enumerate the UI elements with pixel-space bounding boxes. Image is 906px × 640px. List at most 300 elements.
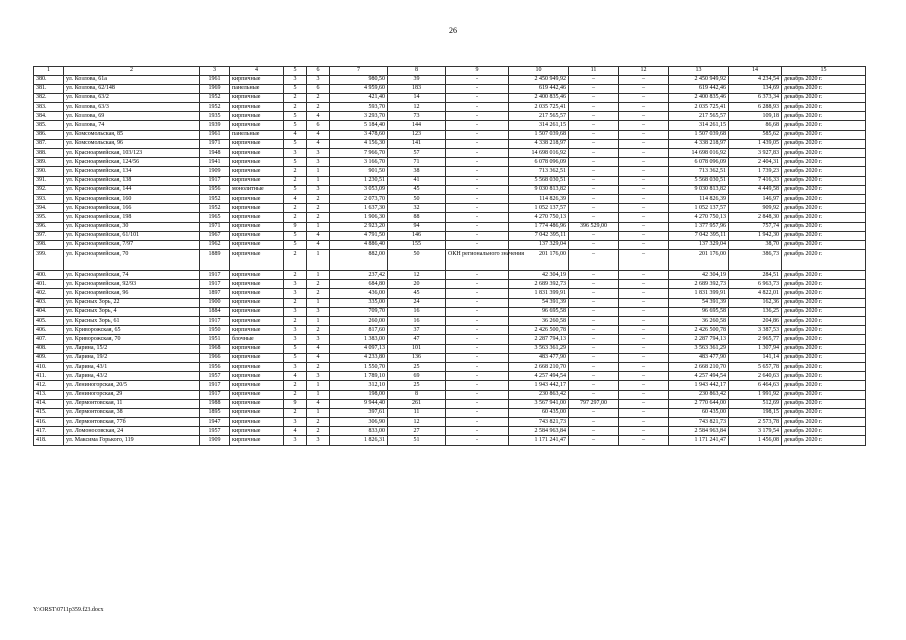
table-row [34,240,866,249]
table-cell: 155 [388,240,446,249]
table-cell: декабрь 2020 г. [782,280,866,289]
table-cell: 7 416,33 [729,176,782,185]
table-cell: 114 826,39 [669,194,729,203]
table-cell: – [619,344,669,353]
table-cell: панельные [230,84,284,93]
table-cell: декабрь 2020 г. [782,289,866,298]
table-cell: 4 [307,399,330,408]
table-cell: кирпичные [230,418,284,427]
table-cell: 9 [284,222,307,231]
table-cell: 27 [388,427,446,436]
table-cell: 6 963,73 [729,280,782,289]
table-cell: 3 166,70 [330,158,388,167]
table-cell: 381. [34,84,64,93]
table-cell: 5 [284,84,307,93]
table-cell: 2 [284,103,307,112]
table-cell: 2 584 963,84 [509,427,569,436]
table-cell: - [446,204,509,213]
table-cell: 410. [34,362,64,371]
table-row [34,250,866,271]
table-cell: 404. [34,307,64,316]
table-cell: ул. Красных Зорь, 4 [64,307,200,316]
table-cell: 39 [388,75,446,84]
table-cell: 1 456,08 [729,436,782,445]
table-cell: декабрь 2020 г. [782,335,866,344]
table-cell: 9 030 813,82 [669,185,729,194]
table-cell: кирпичные [230,362,284,371]
table-cell: кирпичные [230,427,284,436]
table-cell: - [446,390,509,399]
table-cell: 1971 [200,139,230,148]
table-row [34,103,866,112]
table-cell: 797 297,00 [569,399,619,408]
table-cell: 1956 [200,185,230,194]
table-cell: 2 073,70 [330,194,388,203]
table-cell: 483 477,90 [509,353,569,362]
table-cell: 136,25 [729,307,782,316]
table-cell: 483 477,90 [669,353,729,362]
table-cell: 3 [307,372,330,381]
table-cell: 4 822,01 [729,289,782,298]
table-cell: декабрь 2020 г. [782,149,866,158]
table-cell: 2 [307,213,330,222]
table-cell: 4 [284,372,307,381]
table-cell: ул. Красноармейская, 160 [64,194,200,203]
table-cell: – [619,353,669,362]
table-cell: 412. [34,381,64,390]
table-row [34,353,866,362]
table-cell: – [619,427,669,436]
table-cell: 2 965,77 [729,335,782,344]
table-cell: - [446,326,509,335]
table-cell: 14 698 016,92 [509,149,569,158]
table-cell: 1917 [200,317,230,326]
table-cell: 1 826,31 [330,436,388,445]
table-cell: 198,00 [330,390,388,399]
table-row [34,289,866,298]
table-cell: ул. Криворожская, 65 [64,326,200,335]
table-cell: кирпичные [230,344,284,353]
table-cell: кирпичные [230,390,284,399]
table-cell: 2 [284,298,307,307]
table-cell: 25 [388,362,446,371]
table-cell: 4 [307,139,330,148]
table-row [34,418,866,427]
table-cell: 36 260,58 [669,317,729,326]
table-cell: кирпичные [230,326,284,335]
table-cell: 392. [34,185,64,194]
table-cell: 114 826,39 [509,194,569,203]
table-cell: 7 966,70 [330,149,388,158]
table-cell: 5 [284,121,307,130]
table-cell: 4 449,58 [729,185,782,194]
table-cell: декабрь 2020 г. [782,326,866,335]
table-cell: 5 [284,139,307,148]
table-cell: 396 529,00 [569,222,619,231]
table-cell: 42 304,19 [669,271,729,280]
table-cell: 4 338 218,97 [509,139,569,148]
table-cell: - [446,231,509,240]
table-cell: - [446,436,509,445]
table-cell: 261 [388,399,446,408]
table-cell: 4 257 494,54 [669,372,729,381]
table-row [34,326,866,335]
table-cell: 1917 [200,280,230,289]
table-cell: 32 [388,204,446,213]
column-number-header: 9 [446,67,509,76]
column-number-header: 8 [388,67,446,76]
column-number-header: 7 [330,67,388,76]
table-cell: – [569,167,619,176]
table-cell: 1952 [200,93,230,102]
table-cell: декабрь 2020 г. [782,408,866,417]
table-cell: – [619,103,669,112]
table-cell: 382. [34,93,64,102]
table-cell: 2 450 949,92 [509,75,569,84]
table-cell: 396. [34,222,64,231]
table-cell: 237,42 [330,271,388,280]
table-cell: 201 176,00 [509,250,569,271]
table-cell: 2 [284,204,307,213]
table-cell: 16 [388,317,446,326]
table-cell: 1948 [200,149,230,158]
table-cell: ул. Комсомольская, 85 [64,130,200,139]
table-cell: декабрь 2020 г. [782,222,866,231]
table-cell: 36 260,58 [509,317,569,326]
table-cell: 1 774 486,96 [509,222,569,231]
table-cell: ул. Козлова, 74 [64,121,200,130]
table-cell: ул. Ларина, 19/2 [64,353,200,362]
table-cell: кирпичные [230,250,284,271]
table-cell: – [569,372,619,381]
table-cell: 512,69 [729,399,782,408]
table-cell: - [446,362,509,371]
table-cell: ул. Красноармейская, 61/101 [64,231,200,240]
table-cell: – [619,176,669,185]
table-cell: 385. [34,121,64,130]
table-cell: – [619,213,669,222]
table-cell: 306,90 [330,418,388,427]
table-cell: – [619,408,669,417]
table-cell: - [446,185,509,194]
table-cell: 146 [388,231,446,240]
table-cell: – [619,240,669,249]
table-cell: 585,62 [729,130,782,139]
table-row [34,317,866,326]
table-cell: 4 [307,231,330,240]
table-cell: 5 [284,112,307,121]
table-cell: – [619,326,669,335]
table-cell: 3 053,09 [330,185,388,194]
table-cell: – [569,436,619,445]
table-cell: 5 [284,185,307,194]
table-cell: декабрь 2020 г. [782,271,866,280]
table-cell: 1 [307,167,330,176]
table-cell: 1956 [200,362,230,371]
table-cell: 96 695,58 [669,307,729,316]
table-cell: 3 293,70 [330,112,388,121]
table-cell: 2 035 725,41 [509,103,569,112]
table-cell: кирпичные [230,381,284,390]
table-cell: 397,61 [330,408,388,417]
table-cell: 1 307,94 [729,344,782,353]
table-cell: 3 [284,335,307,344]
footer-file-path: Y:\ORST\0711p359.f23.docx [33,607,104,613]
table-cell: 413. [34,390,64,399]
table-cell: 4 [307,240,330,249]
table-cell: 50 [388,194,446,203]
table-cell: ул. Максима Горького, 119 [64,436,200,445]
table-cell: 1965 [200,213,230,222]
table-cell: 1971 [200,222,230,231]
table-cell: 384. [34,112,64,121]
table-cell: 134,69 [729,84,782,93]
table-cell: 2 689 392,73 [669,280,729,289]
table-cell: 684,80 [330,280,388,289]
table-cell: – [619,185,669,194]
table-cell: - [446,130,509,139]
table-cell: 1968 [200,344,230,353]
table-cell: декабрь 2020 г. [782,112,866,121]
table-cell: ул. Красноармейская, 74 [64,271,200,280]
table-row [34,408,866,417]
table-cell: 69 [388,372,446,381]
table-cell: 314 261,15 [509,121,569,130]
table-cell: ул. Козлова, 63/2 [64,93,200,102]
table-cell: 386,73 [729,250,782,271]
table-cell: – [619,399,669,408]
table-cell: - [446,427,509,436]
table-cell: 230 863,42 [669,390,729,399]
table-cell: кирпичные [230,231,284,240]
table-cell: декабрь 2020 г. [782,372,866,381]
table-cell: 1 [307,271,330,280]
table-cell: 1 [307,250,330,271]
table-cell: 416. [34,418,64,427]
table-cell: 411. [34,372,64,381]
table-cell: – [619,390,669,399]
table-cell: 2 [284,381,307,390]
table-cell: 38 [388,167,446,176]
table-cell: 2 [284,93,307,102]
table-cell: 1 [307,381,330,390]
table-cell: 5 [284,231,307,240]
table-cell: кирпичные [230,436,284,445]
table-cell: блочные [230,335,284,344]
table-row [34,344,866,353]
table-cell: 4 234,54 [729,75,782,84]
table-cell: - [446,280,509,289]
table-cell: 1 831 399,91 [509,289,569,298]
table-cell: 3 [284,307,307,316]
table-cell: 141 [388,139,446,148]
table-cell: ул. Красноармейская, 138 [64,176,200,185]
table-cell: кирпичные [230,75,284,84]
table-row [34,436,866,445]
table-cell: – [619,362,669,371]
table-cell: 409. [34,353,64,362]
table-cell: 2 [307,326,330,335]
table-cell: 284,51 [729,271,782,280]
table-cell: 4 [284,130,307,139]
table-cell: 418. [34,436,64,445]
table-cell: 5 [284,240,307,249]
table-cell: 5 568 030,51 [669,176,729,185]
table-cell: 137 329,04 [669,240,729,249]
table-row [34,185,866,194]
table-cell: 57 [388,149,446,158]
table-cell: декабрь 2020 г. [782,240,866,249]
table-cell: - [446,112,509,121]
table-cell: 6 [307,121,330,130]
table-cell: - [446,240,509,249]
table-cell: – [619,93,669,102]
table-cell: 901,50 [330,167,388,176]
table-cell: кирпичные [230,167,284,176]
table-cell: декабрь 2020 г. [782,121,866,130]
column-number-header: 15 [782,67,866,76]
table-cell: 1909 [200,167,230,176]
column-number-header: 10 [509,67,569,76]
table-row [34,381,866,390]
table-cell: 2 [284,250,307,271]
table-cell: – [569,204,619,213]
table-cell: 415. [34,408,64,417]
table-cell: 86,68 [729,121,782,130]
table-cell: - [446,317,509,326]
table-cell: 4 [307,130,330,139]
table-cell: 1 [307,298,330,307]
table-cell: 882,00 [330,250,388,271]
table-cell: 1917 [200,381,230,390]
table-cell: 1 052 137,57 [509,204,569,213]
table-cell: 38,70 [729,240,782,249]
table-cell: 136 [388,353,446,362]
table-cell: 2 400 835,46 [669,93,729,102]
table-cell: 4 959,60 [330,84,388,93]
table-cell: 4 097,13 [330,344,388,353]
table-cell: кирпичные [230,307,284,316]
table-cell: декабрь 2020 г. [782,84,866,93]
table-cell: 1 943 442,17 [669,381,729,390]
table-cell: 1 [307,317,330,326]
table-cell: - [446,222,509,231]
table-cell: 709,70 [330,307,388,316]
table-cell: кирпичные [230,240,284,249]
table-cell: 1 052 137,57 [669,204,729,213]
table-cell: ул. Красноармейская, 30 [64,222,200,231]
table-cell: 2 668 210,70 [669,362,729,371]
table-cell: 389. [34,158,64,167]
table-cell: – [619,250,669,271]
table-cell: - [446,149,509,158]
table-cell: 1935 [200,112,230,121]
table-cell: 4 257 494,54 [509,372,569,381]
table-cell: ул. Лермонтовская, 11 [64,399,200,408]
table-cell: кирпичные [230,298,284,307]
table-row [34,372,866,381]
table-cell: декабрь 2020 г. [782,158,866,167]
table-cell: декабрь 2020 г. [782,167,866,176]
table-cell: 1941 [200,158,230,167]
table-cell: 1988 [200,399,230,408]
table-cell: 390. [34,167,64,176]
table-cell: 408. [34,344,64,353]
table-cell: – [619,418,669,427]
column-number-header: 5 [284,67,307,76]
table-cell: 3 [284,326,307,335]
table-cell: 1962 [200,240,230,249]
table-cell: 619 442,46 [509,84,569,93]
table-cell: ул. Красноармейская, 166 [64,204,200,213]
table-cell: 2 [284,167,307,176]
table-cell: 137 329,04 [509,240,569,249]
table-cell: декабрь 2020 г. [782,93,866,102]
table-cell: ОКН регионального значения [446,250,509,271]
table-cell: 88 [388,213,446,222]
table-cell: - [446,418,509,427]
table-cell: ул. Козлова, 63/3 [64,103,200,112]
table-cell: 201 176,00 [669,250,729,271]
table-cell: 141,14 [729,353,782,362]
table-cell: 1 377 957,96 [669,222,729,231]
table-cell: декабрь 2020 г. [782,103,866,112]
table-cell: 414. [34,399,64,408]
table-cell: 2 [307,280,330,289]
table-cell: 25 [388,381,446,390]
table-cell: – [569,280,619,289]
table-cell: 204,86 [729,317,782,326]
table-cell: 2 573,78 [729,418,782,427]
table-cell: 2 848,30 [729,213,782,222]
table-cell: – [619,75,669,84]
table-cell: 1961 [200,75,230,84]
table-cell: – [619,204,669,213]
table-cell: кирпичные [230,289,284,298]
table-cell: 6 [307,84,330,93]
table-cell: 407. [34,335,64,344]
table-cell: – [569,335,619,344]
table-cell: 123 [388,130,446,139]
table-cell: - [446,307,509,316]
table-cell: ул. Красноармейская, 70 [64,250,200,271]
table-cell: кирпичные [230,139,284,148]
table-cell: 3 [307,307,330,316]
table-row [34,84,866,93]
table-cell: декабрь 2020 г. [782,317,866,326]
table-cell: декабрь 2020 г. [782,250,866,271]
table-cell: 383. [34,103,64,112]
table-cell: 388. [34,149,64,158]
column-number-header: 12 [619,67,669,76]
table-cell: 3 [284,75,307,84]
table-cell: 24 [388,298,446,307]
table-cell: 1917 [200,390,230,399]
table-cell: 3 563 361,29 [509,344,569,353]
table-cell: 3 387,53 [729,326,782,335]
table-cell: кирпичные [230,372,284,381]
table-cell: 619 442,46 [669,84,729,93]
table-cell: 4 270 750,13 [669,213,729,222]
table-cell: 2 035 725,41 [669,103,729,112]
table-row [34,194,866,203]
table-cell: 2 [284,213,307,222]
table-cell: декабрь 2020 г. [782,362,866,371]
table-cell: – [619,372,669,381]
column-number-header: 4 [230,67,284,76]
table-cell: 1 507 039,68 [509,130,569,139]
table-cell: 37 [388,326,446,335]
